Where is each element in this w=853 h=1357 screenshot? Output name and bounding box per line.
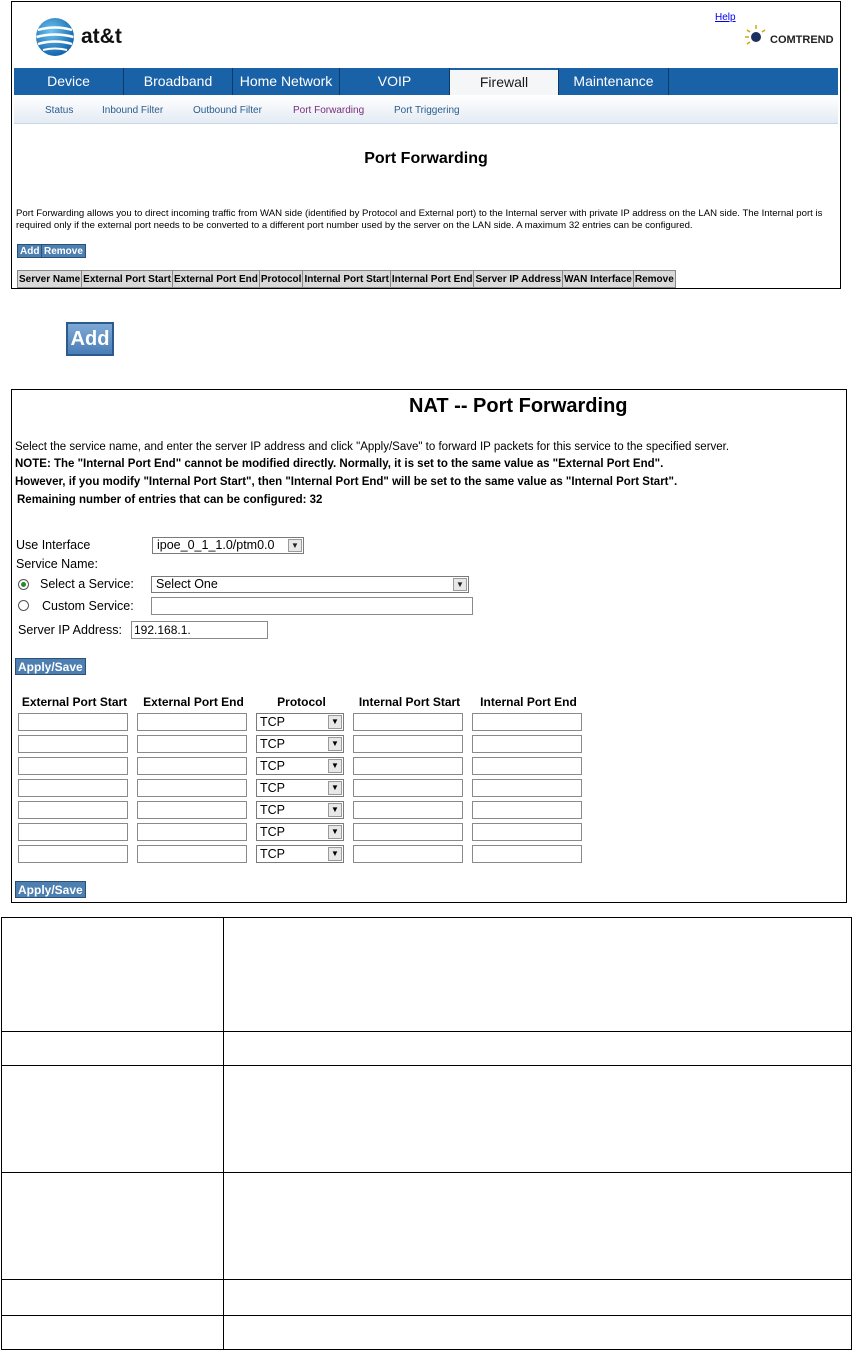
server-ip-input[interactable]: 192.168.1.	[131, 621, 268, 639]
select-service-label: Select a Service:	[40, 577, 134, 591]
table-cell	[350, 711, 469, 733]
port-table-header	[15, 693, 588, 711]
protocol-value: TCP	[260, 715, 285, 729]
tab-home-network[interactable]: Home Network	[233, 68, 340, 95]
table-cell	[15, 799, 134, 821]
remove-button[interactable]: Remove	[41, 244, 86, 258]
table-cell	[253, 711, 350, 733]
table-cell	[469, 711, 588, 733]
external-port-end-input[interactable]	[137, 801, 247, 819]
select-service-dropdown[interactable]	[151, 576, 469, 593]
table-row	[2, 1173, 852, 1280]
subtab-outbound-filter[interactable]: Outbound Filter	[193, 105, 262, 116]
internal-port-start-input[interactable]	[353, 713, 463, 731]
tab-device[interactable]: Device	[14, 68, 124, 95]
external-port-start-input[interactable]	[18, 801, 128, 819]
table-cell	[134, 821, 253, 843]
table-header-row	[18, 271, 676, 288]
table-cell	[350, 821, 469, 843]
col-external-port-start: External Port Start	[21, 695, 128, 709]
table-row	[15, 799, 588, 821]
port-forwarding-rules-table	[17, 270, 676, 288]
table-row	[2, 1316, 852, 1350]
subtab-port-triggering[interactable]: Port Triggering	[394, 105, 460, 116]
table-cell	[350, 777, 469, 799]
nat-port-forwarding-page	[11, 389, 847, 903]
table-cell	[253, 733, 350, 755]
subtab-status[interactable]: Status	[45, 105, 74, 116]
internal-port-start-input[interactable]	[353, 779, 463, 797]
service-name-label: Service Name:	[16, 557, 98, 571]
nat-note-line-2: However, if you modify "Internal Port Start", then "Internal Port End" will be set to the same value as "Internal Port Start".	[15, 476, 678, 488]
protocol-value: TCP	[260, 825, 285, 839]
col-protocol: Protocol	[277, 695, 326, 709]
external-port-start-input[interactable]	[18, 713, 128, 731]
col-protocol: Protocol	[259, 271, 303, 288]
table-cell	[134, 711, 253, 733]
protocol-select[interactable]	[256, 845, 344, 863]
protocol-select[interactable]	[256, 757, 344, 775]
internal-port-start-input[interactable]	[353, 845, 463, 863]
col-external-port-start: External Port Start	[82, 271, 173, 288]
table-cell	[134, 777, 253, 799]
external-port-end-input[interactable]	[137, 735, 247, 753]
internal-port-end-input[interactable]	[472, 713, 582, 731]
table-cell	[469, 799, 588, 821]
table-cell	[469, 733, 588, 755]
internal-port-start-input[interactable]	[353, 801, 463, 819]
remaining-entries: Remaining number of entries that can be configured: 32	[17, 494, 323, 506]
protocol-value: TCP	[260, 737, 285, 751]
internal-port-start-input[interactable]	[353, 735, 463, 753]
comtrend-logo	[744, 24, 834, 48]
table-cell	[224, 1173, 852, 1280]
col-internal-port-end: Internal Port End	[390, 271, 474, 288]
table-cell	[224, 1316, 852, 1350]
select-service-value: Select One	[156, 577, 218, 591]
table-cell	[350, 799, 469, 821]
external-port-start-input[interactable]	[18, 823, 128, 841]
internal-port-end-input[interactable]	[472, 757, 582, 775]
table-cell	[15, 821, 134, 843]
table-cell	[253, 843, 350, 865]
table-cell	[2, 1280, 224, 1316]
sub-navigation	[14, 95, 838, 124]
table-cell	[2, 1066, 224, 1173]
table-cell	[224, 1066, 852, 1173]
col-external-port-end: External Port End	[172, 271, 259, 288]
apply-save-button-top[interactable]: Apply/Save	[15, 658, 86, 675]
tab-broadband[interactable]: Broadband	[124, 68, 233, 95]
att-logo	[35, 17, 122, 57]
internal-port-end-input[interactable]	[472, 735, 582, 753]
protocol-select[interactable]	[256, 735, 344, 753]
page-description: Port Forwarding allows you to direct incoming traffic from WAN side (identified by Protocol and External port) to the Internal server with private IP address on the LAN side. The Internal port is required only if the external port needs to be converted to a different port number used by the server on the LAN side. A maximum 32 entries can be configured.	[16, 208, 823, 231]
protocol-value: TCP	[260, 803, 285, 817]
col-external-port-end: External Port End	[143, 695, 244, 709]
nat-page-title: NAT -- Port Forwarding	[409, 395, 628, 417]
col-server-ip-address: Server IP Address	[474, 271, 563, 288]
table-cell	[2, 1316, 224, 1350]
col-wan-interface: WAN Interface	[563, 271, 634, 288]
table-cell	[469, 755, 588, 777]
server-ip-label: Server IP Address:	[18, 623, 122, 637]
use-interface-value: ipoe_0_1_1.0/ptm0.0	[157, 538, 275, 552]
table-row	[15, 777, 588, 799]
table-cell	[469, 821, 588, 843]
chevron-down-icon: ▼	[288, 539, 302, 552]
table-cell	[224, 1280, 852, 1316]
table-cell	[15, 777, 134, 799]
main-navigation	[14, 68, 838, 95]
col-internal-port-start: Internal Port Start	[358, 695, 461, 709]
internal-port-end-input[interactable]	[472, 845, 582, 863]
tab-voip[interactable]: VOIP	[340, 68, 450, 95]
protocol-value: TCP	[260, 781, 285, 795]
table-cell	[253, 777, 350, 799]
table-cell	[469, 843, 588, 865]
chevron-down-icon: ▼	[328, 803, 342, 817]
table-cell	[134, 799, 253, 821]
chevron-down-icon: ▼	[328, 759, 342, 773]
table-cell	[253, 755, 350, 777]
table-cell	[134, 843, 253, 865]
chevron-down-icon: ▼	[328, 847, 342, 861]
custom-service-radio[interactable]	[18, 600, 29, 611]
protocol-select[interactable]	[256, 713, 344, 731]
apply-save-button-bottom[interactable]: Apply/Save	[15, 881, 86, 898]
protocol-select[interactable]	[256, 801, 344, 819]
external-port-end-input[interactable]	[137, 779, 247, 797]
protocol-select[interactable]	[256, 779, 344, 797]
help-link[interactable]: Help	[715, 12, 736, 23]
table-cell	[134, 733, 253, 755]
external-port-end-input[interactable]	[137, 845, 247, 863]
external-port-start-input[interactable]	[18, 735, 128, 753]
custom-service-label: Custom Service:	[42, 599, 134, 613]
table-row	[15, 821, 588, 843]
table-row	[2, 918, 852, 1032]
port-entries-table	[15, 693, 588, 865]
table-cell	[2, 918, 224, 1032]
table-cell	[15, 843, 134, 865]
table-cell	[2, 1032, 224, 1066]
nat-intro-text: Select the service name, and enter the server IP address and click "Apply/Save" to forward IP packets for this service to the specified server.	[15, 441, 730, 453]
table-row	[15, 733, 588, 755]
add-button-large[interactable]: Add	[66, 322, 114, 356]
router-firewall-page	[11, 1, 841, 289]
custom-service-input[interactable]	[151, 597, 473, 615]
protocol-value: TCP	[260, 847, 285, 861]
add-button[interactable]: Add	[17, 244, 42, 258]
internal-port-start-input[interactable]	[353, 757, 463, 775]
table-cell	[15, 711, 134, 733]
col-internal-port-end: Internal Port End	[480, 695, 577, 709]
protocol-select[interactable]	[256, 823, 344, 841]
col-internal-port-start: Internal Port Start	[303, 271, 390, 288]
table-row	[2, 1280, 852, 1316]
external-port-end-input[interactable]	[137, 757, 247, 775]
col-server-name: Server Name	[18, 271, 82, 288]
chevron-down-icon: ▼	[328, 737, 342, 751]
table-cell	[253, 799, 350, 821]
table-cell	[253, 821, 350, 843]
external-port-start-input[interactable]	[18, 779, 128, 797]
att-globe-icon	[35, 17, 75, 57]
field-description-table	[1, 917, 852, 1350]
table-cell	[134, 755, 253, 777]
table-row	[15, 711, 588, 733]
table-row	[15, 843, 588, 865]
protocol-value: TCP	[260, 759, 285, 773]
logo-text: at&t	[81, 25, 122, 48]
brand-name: COMTREND	[770, 34, 834, 46]
table-cell	[15, 755, 134, 777]
use-interface-label: Use Interface	[16, 538, 91, 552]
internal-port-start-input[interactable]	[353, 823, 463, 841]
table-cell	[350, 733, 469, 755]
col-remove: Remove	[633, 271, 675, 288]
table-cell	[350, 755, 469, 777]
tab-maintenance[interactable]: Maintenance	[559, 68, 669, 95]
table-row	[15, 755, 588, 777]
external-port-start-input[interactable]	[18, 757, 128, 775]
nat-note-line-1: NOTE: The "Internal Port End" cannot be modified directly. Normally, it is set to the same value as "External Port End".	[15, 458, 664, 470]
subtab-inbound-filter[interactable]: Inbound Filter	[102, 105, 164, 116]
table-cell	[224, 1032, 852, 1066]
table-cell	[224, 918, 852, 1032]
table-row	[2, 1066, 852, 1173]
internal-port-end-input[interactable]	[472, 823, 582, 841]
internal-port-end-input[interactable]	[472, 779, 582, 797]
tab-firewall[interactable]: Firewall	[450, 68, 559, 95]
table-cell	[15, 733, 134, 755]
table-cell	[469, 777, 588, 799]
select-service-radio[interactable]	[18, 579, 29, 590]
internal-port-end-input[interactable]	[472, 801, 582, 819]
table-row	[2, 1032, 852, 1066]
port-table-body	[15, 711, 588, 865]
table-cell	[2, 1173, 224, 1280]
chevron-down-icon: ▼	[328, 715, 342, 729]
page-title: Port Forwarding	[364, 150, 488, 167]
external-port-end-input[interactable]	[137, 713, 247, 731]
comtrend-sun-icon	[744, 24, 768, 48]
chevron-down-icon: ▼	[453, 578, 467, 591]
table-cell	[350, 843, 469, 865]
use-interface-select[interactable]	[152, 537, 304, 554]
subtab-port-forwarding[interactable]: Port Forwarding	[293, 105, 365, 116]
external-port-end-input[interactable]	[137, 823, 247, 841]
chevron-down-icon: ▼	[328, 825, 342, 839]
external-port-start-input[interactable]	[18, 845, 128, 863]
chevron-down-icon: ▼	[328, 781, 342, 795]
